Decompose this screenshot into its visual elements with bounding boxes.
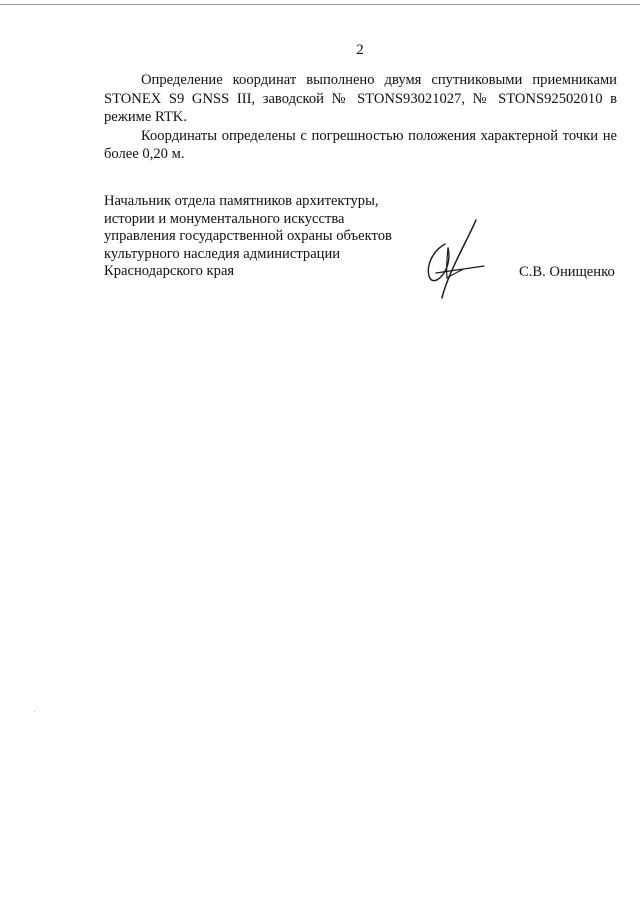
document-body [104, 71, 617, 164]
handwritten-signature [422, 218, 488, 300]
top-border-line [0, 4, 640, 5]
position-line: управления государственной охраны объектов [104, 228, 392, 245]
scan-speck [34, 711, 35, 712]
scan-speck [525, 88, 526, 89]
position-line: Краснодарского края [104, 263, 235, 280]
paragraph-coordinates-accuracy: Координаты определены с погрешностью положения характерной точки не более 0,20 м. [104, 127, 617, 162]
position-line: культурного наследия администрации [104, 245, 341, 262]
signer-name: С.В. Онищенко [519, 264, 615, 280]
position-line: истории и монументального искусства [104, 210, 345, 227]
position-line: Начальник отдела памятников архитектуры, [104, 193, 379, 209]
page-number: 2 [356, 42, 364, 58]
paragraph-coordinates-method: Определение координат выполнено двумя спутниковыми приемниками STONEX S9 GNSS III, заводской № STONS93021027, № STONS92502010 в режиме RTK. [104, 72, 617, 125]
signatory-position [104, 193, 424, 281]
